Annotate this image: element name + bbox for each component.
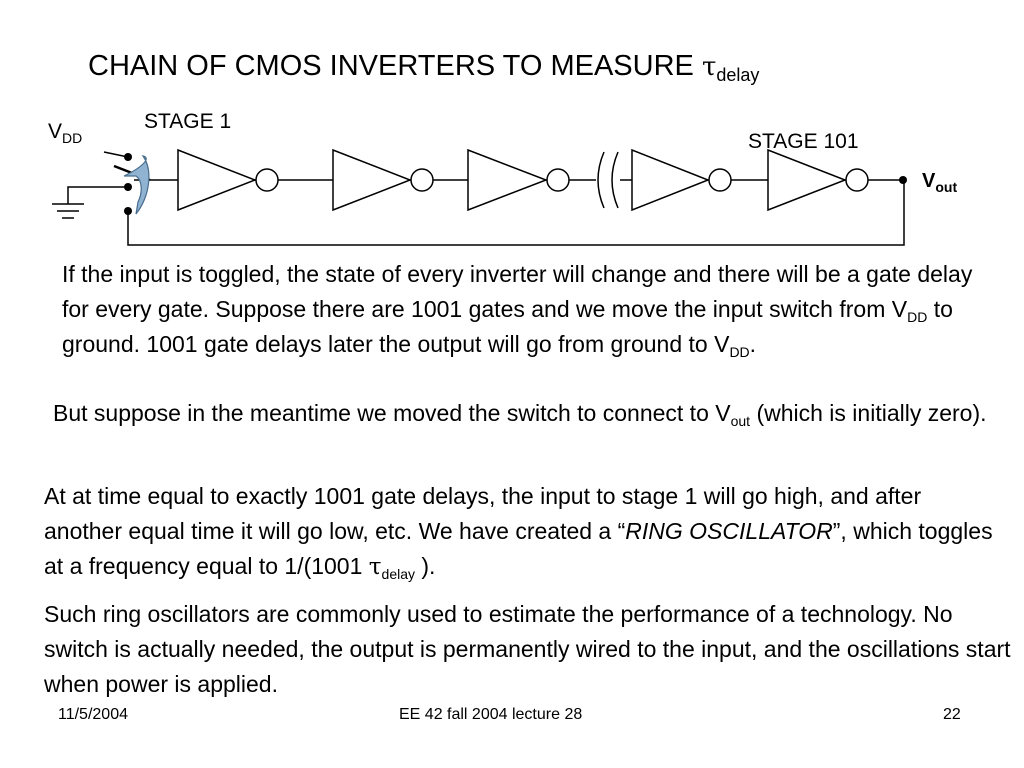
chain-break-gap <box>596 168 620 192</box>
title-tau-symbol: τ <box>701 52 717 82</box>
inverter-triangle <box>468 150 546 210</box>
ground-lead-wire <box>68 187 128 204</box>
paragraph-ring-oscillator: At at time equal to exactly 1001 gate delays, the input to stage 1 will go high, and after another equal time it will go low, etc. We have created a “RING OSCILLATOR”, which toggles at a frequency equal to 1/(1001 $\tau_{delay}$ ). <box>44 483 993 582</box>
stage-101-label: STAGE 101 <box>748 130 859 153</box>
footer-page-number: 22 <box>943 706 961 723</box>
inverter-bubble <box>846 169 868 191</box>
vdd-label: $V_{DD}$ <box>48 120 83 146</box>
footer-date: 11/5/2004 <box>58 706 128 723</box>
inverter-bubble <box>256 169 278 191</box>
title-subscript: delay <box>716 65 760 85</box>
ground-icon <box>52 204 84 218</box>
title-text: CHAIN OF CMOS INVERTERS TO MEASURE <box>88 50 702 82</box>
inverter-bubble <box>411 169 433 191</box>
ring-oscillator-term: RING OSCILLATOR <box>625 518 833 544</box>
inverter-triangle <box>333 150 410 210</box>
paragraph-toggle-explanation: If the input is toggled, the state of every inverter will change and there will be a gate delay for every gate. Suppose there are 1001 gates and we move the input switch from $V_{DD}$ to ground. 1001 gate delays later the output will go from ground to $V_{DD}$. <box>62 261 973 360</box>
inverter-triangle <box>178 150 255 210</box>
paragraph-ring-oscillator-usage: Such ring oscillators are commonly used to estimate the performance of a technology. No switch is actually needed, the output is permanently wired to the input, and the oscillations start when power is applied. <box>44 601 1011 697</box>
inverter-bubble <box>547 169 569 191</box>
paragraph-switch-to-vout: But suppose in the meantime we moved the switch to connect to $V_{out}$ (which is initially zero). <box>53 400 987 429</box>
vout-label: $V_{out}$ <box>922 170 958 195</box>
inverter-triangle <box>768 150 845 210</box>
footer-course: EE 42 fall 2004 lecture 28 <box>399 706 583 723</box>
inverter-bubble <box>709 169 731 191</box>
stage-1-label: STAGE 1 <box>144 110 232 133</box>
inverter-triangle <box>632 150 708 210</box>
